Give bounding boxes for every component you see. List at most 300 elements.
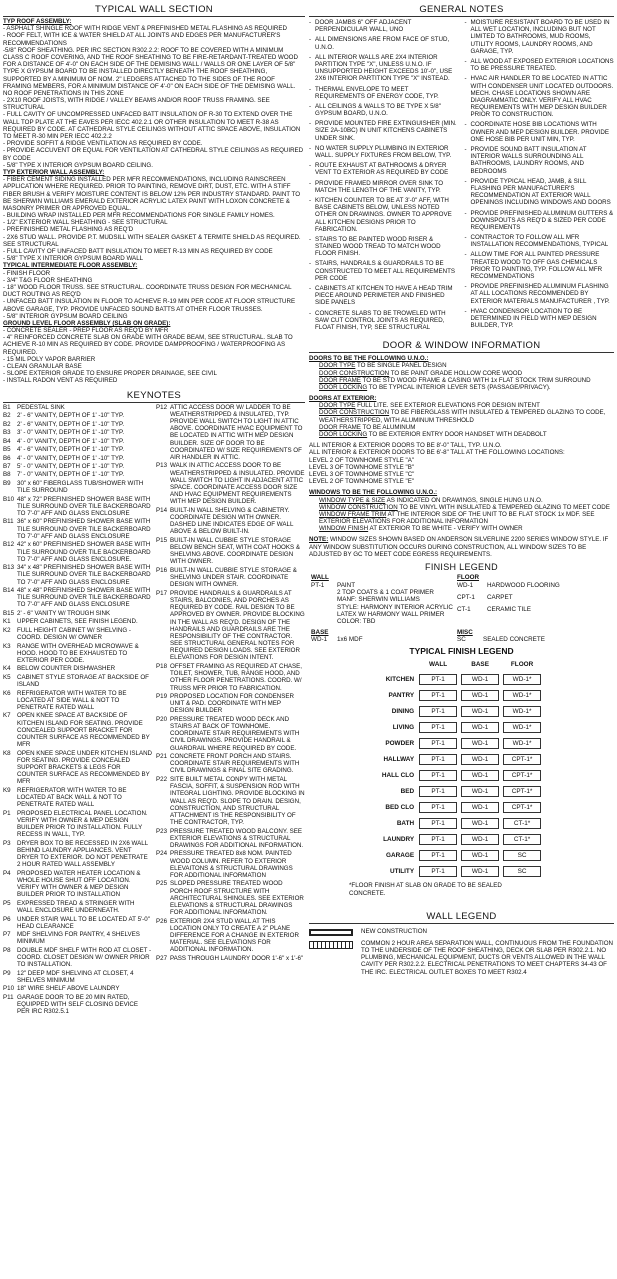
- keynote-text: FULL HEIGHT CABINET W/ SHELVING - COORD. DESIGN W/ OWNER: [17, 626, 131, 642]
- keynote-item: [156, 828, 305, 850]
- general-note-item: [309, 180, 459, 194]
- keynote-item: [3, 840, 152, 869]
- general-notes-column-2: [465, 19, 615, 334]
- keynote-code: P1: [3, 809, 11, 817]
- typical-finish-legend-table: [380, 658, 543, 879]
- finish-cell-wall: [417, 671, 459, 687]
- keynote-item: [3, 750, 152, 786]
- finish-cell-wall: [417, 735, 459, 751]
- finish-legend-title: FINISH LEGEND: [425, 562, 498, 573]
- interior-door-spec: [319, 362, 614, 369]
- finish-cell-base: [459, 799, 501, 815]
- keynote-item: [156, 880, 305, 916]
- window-spec-text: AT THE INTERIOR SIDE OF THE UNIT TO BE FLAT STOCK 1x MDF. SEE EXTERIOR ELEVATIONS FOR ADDITIONAL INFORMATION: [319, 510, 595, 526]
- keynote-item: [156, 716, 305, 752]
- wall-section-note: - FINISH FLOOR: [3, 269, 51, 277]
- finish-cell-base: [459, 687, 501, 703]
- keynote-item: [3, 610, 152, 617]
- keynote-code: P17: [156, 589, 168, 597]
- keynote-item: [3, 587, 152, 609]
- room-name: HALL CLO: [381, 771, 415, 779]
- keynote-code: B14: [3, 587, 15, 595]
- wall-section-group-heading: TYPICAL INTERMEDIATE FLOOR ASSEMBLY:: [3, 262, 138, 270]
- exterior-doors-heading: DOORS AT EXTERIOR:: [309, 395, 377, 403]
- finish-base-name: 1x6 MDF: [337, 635, 363, 643]
- keynote-item: [3, 564, 152, 586]
- room-name: BED: [400, 787, 415, 795]
- finish-floor-code: CPT-1: [457, 594, 475, 602]
- finish-code: WD-1*: [503, 738, 541, 749]
- interior-door-spec-term: DOOR FRAME: [319, 376, 361, 384]
- keynote-text: WALK IN ATTIC ACCESS DOOR TO BE WEATHERSTRIPPED & INSULATED. PROVIDE WALL SWITCH TO LIGHT IN ADJACENT ATTIC SPACE. COORDINATE ACCESS DOOR SIZE AND HVAC EQUIPMENT REQUIREMENTS WITH MEP DESIGN BUILDER.: [170, 462, 305, 506]
- keynote-item: [156, 753, 305, 775]
- wall-section-note: - 18" WOOD FLOOR TRUSS. SEE STRUCTURAL. COORDINATE TRUSS DESIGN FOR MECHANICAL DUCT ROUTING AS REQ'D: [3, 283, 292, 299]
- bullet-dash: -: [464, 121, 467, 129]
- general-note-item: [309, 197, 459, 233]
- finish-cell-floor: [501, 815, 543, 831]
- general-note-item: [309, 19, 459, 33]
- finish-code: PT-1: [419, 770, 457, 781]
- bullet-dash: -: [464, 307, 467, 315]
- general-note-item: [465, 146, 615, 175]
- keynote-item: [3, 916, 152, 930]
- window-spec-text: TO BE VINYL WITH INSULATED & TEMPERED GLAZING TO MEET CODE: [397, 503, 610, 511]
- finish-code: PT-1: [419, 786, 457, 797]
- finish-code: PT-1: [419, 690, 457, 701]
- typical-finish-header: BASE: [471, 661, 489, 668]
- keynote-item: [156, 693, 305, 715]
- keynote-code: P3: [3, 839, 11, 847]
- interior-door-spec-term: DOOR CONSTRUCTION: [319, 369, 390, 377]
- room-name: BED CLO: [385, 803, 415, 811]
- finish-code: SC: [503, 866, 541, 877]
- finish-floor-name: HARDWOOD FLOORING: [487, 581, 560, 589]
- windows-list: [309, 497, 614, 533]
- wall-section-group-heading: TYP ROOF ASSEMBLY:: [3, 18, 72, 26]
- keynote-item: [3, 429, 152, 436]
- separation-wall-symbol: [309, 941, 353, 949]
- keynote-text: 42" x 60" PREFINISHED SHOWER BASE WITH TILE SURROUND OVER TILE BACKERBOARD TO 7'-0" AFF AND GLASS ENCLOSURE.: [17, 541, 151, 563]
- finish-cell-base: [459, 783, 501, 799]
- typical-finish-row: [380, 815, 543, 831]
- general-note-text: STAIRS TO BE PAINTED WOOD RISER & STAINED WOOD TREAD TO MATCH WOOD FLOOR FINISH.: [315, 235, 441, 258]
- door-height-note: ALL INTERIOR & EXTERIOR DOORS TO BE 8'-0" TALL, TYP. U.N.O.: [309, 442, 502, 450]
- wall-legend-separation-wall: [309, 940, 614, 976]
- keynote-text: 12" DEEP MDF SHELVING AT CLOSET, 4 SHELVES MINIMUM: [17, 969, 134, 984]
- finish-cell-wall: [417, 863, 459, 879]
- finish-wall-heading: WALL: [311, 574, 329, 582]
- bullet-dash: -: [464, 75, 467, 83]
- keynote-text: 2' - 6" VANITY, DEPTH OF 1' -10" TYP.: [17, 420, 125, 428]
- keynote-text: EXPRESSED TREAD & STRINGER WITH WALL ENCLOSURE UNDERNEATH.: [17, 899, 135, 915]
- typical-finish-legend-title: TYPICAL FINISH LEGEND: [409, 646, 514, 657]
- door-window-title: DOOR & WINDOW INFORMATION: [309, 340, 614, 353]
- finish-code: CPT-1*: [503, 802, 541, 813]
- exterior-door-spec: [319, 424, 614, 431]
- wall-section-note: - FULL CAVITY OF UNFACED BATT INSULATION TO MEET R-13 MIN AS REQUIRED BY CODE: [3, 248, 273, 256]
- bullet-dash: -: [464, 57, 467, 65]
- finish-cell-base: [459, 719, 501, 735]
- general-note-text: PROVIDE MOUNTED FIRE EXTINGUISHER (MIN. SIZE 2A-10BC) IN UNIT KITCHENS CABINETS UNDER SINK.: [315, 120, 457, 142]
- bullet-dash: -: [464, 146, 467, 154]
- keynote-text: ATTIC ACCESS DOOR W/ LADDER TO BE WEATHERSTRIPPED & INSULATED, TYP. PROVIDE WALL SWITCH TO LIGHT IN ATTIC ABOVE. COORDINATE HVAC EQUIPMENT TO BE LOCATED IN ATTIC WITH MEP DESIGN BUILDER. SIZE OF DOOR TO BE COORDINATED W/ SIZE REQUIREMENTS OF AIR HANDLER IN ATTIC.: [170, 403, 303, 461]
- keynote-text: OFFSET FRAMING AS REQUIRED AT CHASE, TOILET, SHOWER, TUB, RANGE HOOD, AND OTHER FLOOR PENETRATIONS. COORD. W/ TRUSS MFR PRIOR TO FABRICATION.: [170, 662, 303, 692]
- exterior-door-spec-term: DOOR LOCKING: [319, 431, 368, 439]
- finish-code: PT-1: [419, 722, 457, 733]
- window-spec-text: AT EXTERIOR TO BE WHITE - VERIFY WITH OWNER: [368, 525, 523, 533]
- keynote-item: [156, 918, 305, 954]
- keynote-code: P4: [3, 869, 11, 877]
- finish-cell-wall: [417, 703, 459, 719]
- keynote-text: OPEN KNEE SPACE AT BACKSIDE OF KITCHEN ISLAND FOR SEATING. PROVIDE CONCEALED SUPPORT BRACKET FOR COUNTER SURFACE AS RECOMMENDED BY MFR: [17, 712, 150, 749]
- keynote-code: P13: [156, 462, 168, 470]
- general-note-text: HVAC AIR HANDLER TO BE LOCATED IN ATTIC WITH CONDENSER UNIT LOCATED OUTDOORS. MECH. CHASE LOCATIONS SHOWN ARE DIAGRAMMATIC ONLY. VERIFY ALL HVAC REQUIREMENTS WITH MEP DESIGN BUILDER PRIOR TO CONSTRUCTION.: [470, 75, 614, 119]
- left-column: [3, 4, 305, 1274]
- finish-floor-row: [455, 606, 562, 618]
- keynote-item: [3, 541, 152, 563]
- finish-code: PT-1: [419, 818, 457, 829]
- general-note-item: [309, 54, 459, 83]
- keynote-text: REFRIGERATOR WITH WATER TO BE LOCATED AT SIDE WALL & NOT TO PENETRATE RATED WALL: [17, 689, 127, 711]
- general-note-text: DOOR JAMBS 6" OFF ADJACENT PERPENDICULAR WALL, UNO: [315, 19, 412, 34]
- wall-section-note: - PROVIDE ACCUVENT OR EQUAL FOR VENTILATION AT CATHEDRAL STYLE CEILINGS AS REQUIRED BY CODE: [3, 147, 304, 162]
- keynote-text: UPPER CABINETS, SEE FINISH LEGEND.: [17, 618, 138, 626]
- general-note-text: PROVIDE TYPICAL HEAD, JAMB, & SILL FLASHING PER MANUFACTURER'S RECOMMENDATION AT EXTERIOR WALL OPENINGS INCLUDING WINDOWS AND DOORS: [470, 177, 611, 207]
- keynote-item: [3, 810, 152, 839]
- keynote-item: [156, 462, 305, 505]
- finish-code: WD-1: [461, 770, 499, 781]
- keynote-code: P12: [156, 403, 168, 411]
- keynote-code: B2: [3, 420, 11, 428]
- typical-finish-row: [380, 687, 543, 703]
- general-note-item: [465, 283, 615, 305]
- keynote-item: [156, 850, 305, 879]
- general-notes-column-1: [309, 19, 459, 334]
- door-heights-block: [309, 442, 614, 485]
- keynote-item: [156, 507, 305, 536]
- door-height-note: LEVEL 3 OF TOWNHOME STYLE "C": [309, 470, 415, 478]
- keynote-text: 30" x 60" FIBERGLASS TUB/SHOWER WITH TILE SURROUND: [17, 479, 144, 495]
- bullet-dash: -: [309, 85, 312, 93]
- general-note-item: [465, 210, 615, 232]
- keynote-item: [3, 985, 152, 992]
- general-note-text: ALL CEILINGS & WALLS TO BE TYPE X 5/8" GYPSUM BOARD, U.N.O.: [315, 102, 441, 118]
- bullet-dash: -: [309, 36, 312, 44]
- finish-code: SC: [503, 850, 541, 861]
- keynote-item: [3, 970, 152, 984]
- general-note-text: THERMAL ENVELOPE TO MEET REQUIREMENTS OF ENERGY CODE, TYP.: [315, 85, 439, 100]
- general-note-item: [309, 236, 459, 258]
- interior-door-spec: [319, 370, 614, 377]
- interior-door-spec-text: TO BE SINGLE PANEL DESIGN: [355, 362, 447, 370]
- keynote-text: PASS THROUGH LAUNDRY DOOR 1'-6" x 1'-6": [170, 954, 304, 962]
- keynote-item: [3, 421, 152, 428]
- interior-doors-block: [309, 355, 614, 391]
- room-name: PANTRY: [388, 691, 415, 699]
- finish-code: WD-1: [461, 690, 499, 701]
- finish-code: CPT-1*: [503, 770, 541, 781]
- window-spec-term: WINDOW TYPE & SIZE: [319, 496, 386, 504]
- windows-heading: WINDOWS TO BE THE FOLLOWING U.N.O.:: [309, 489, 438, 497]
- wall-section-note: - CLEAN GRANULAR BASE: [3, 363, 82, 371]
- wall-section-note: - 1/2" EXTERIOR WALL SHEATHING - SEE STRUCTURAL: [3, 219, 168, 227]
- keynote-code: P18: [156, 662, 168, 670]
- bullet-dash: -: [309, 102, 312, 110]
- keynote-item: [3, 931, 152, 945]
- exterior-door-spec: [319, 402, 614, 409]
- keynote-item: [3, 787, 152, 809]
- keynotes-column-2: [156, 404, 305, 1017]
- general-note-text: PROVIDE PREFINISHED ALUMINUM GUTTERS & DOWNSPOUTS AS REQ'D & SIZED PER CODE REQUIREMENTS: [470, 209, 614, 231]
- room-name: POWDER: [385, 739, 415, 747]
- general-note-text: ALL INTERIOR WALLS ARE 2X4 INTERIOR PARTITION TYPE "X", UNLESS U.N.O. IF UNSUPPORTED HEIGHT EXCEEDS 10'-0", USE 2X6 INTERIOR PARTITION TYPE "X" INSTEAD.: [315, 53, 453, 83]
- wall-legend: [309, 911, 614, 976]
- window-spec: [319, 525, 614, 532]
- bullet-dash: -: [464, 177, 467, 185]
- finish-code: PT-1: [419, 738, 457, 749]
- keynote-code: K3: [3, 642, 11, 650]
- finish-floor-row: [455, 594, 562, 606]
- keynote-item: [3, 665, 152, 672]
- interior-doors-heading: DOORS TO BE THE FOLLOWING U.N.O.:: [309, 355, 429, 363]
- typical-finish-row: [380, 783, 543, 799]
- keynote-item: [156, 537, 305, 566]
- keynote-text: DRYER BOX TO BE RECESSED IN 2X6 WALL BEHIND LAUNDRY APPLIANCES. VENT DRYER TO EXTERIOR. DO NOT PENETRATE 2 HOUR RATED WALL ASSEMBLY: [17, 839, 148, 869]
- typical-finish-corner: [380, 658, 417, 671]
- typical-finish-row: [380, 767, 543, 783]
- finish-cell-floor: [501, 687, 543, 703]
- door-height-note: LEVEL 2 OF TOWNHOME STYLE "A": [309, 456, 415, 464]
- keynote-text: DOUBLE MDF SHELF WITH ROD AT CLOSET - COORD. CLOSET DESIGN W/ OWNER PRIOR TO INSTALLATION.: [17, 946, 152, 969]
- exterior-door-spec: [319, 431, 614, 438]
- keynote-item: [3, 404, 152, 411]
- keynote-code: P24: [156, 850, 168, 858]
- finish-code: WD-1: [461, 738, 499, 749]
- wall-section-note: - BUILDING WRAP INSTALLED PER MFR RECOMMENDATIONS FOR SINGLE FAMILY HOMES.: [3, 212, 275, 220]
- typical-finish-row: [380, 799, 543, 815]
- general-note-item: [309, 310, 459, 332]
- finish-cell-base: [459, 815, 501, 831]
- typical-wall-section-body: [3, 18, 305, 385]
- wall-section-note: - ROOF FELT, WITH ICE & WATER SHIELD AT ALL JOINTS AND EDGES PER MANUFACTURER'S RECOMMENDATIONS: [3, 32, 281, 47]
- finish-code: PT-1: [419, 834, 457, 845]
- keynote-text: 3' - 0" VANITY, DEPTH OF 1' -10" TYP.: [17, 429, 125, 437]
- wall-section-note: - 3/4" T&G FLOOR SHEATHING: [3, 276, 93, 284]
- exterior-doors-block: [309, 395, 614, 438]
- window-spec-term: WINDOW FINISH: [319, 525, 369, 533]
- finish-cell-wall: [417, 687, 459, 703]
- keynote-code: P11: [3, 993, 14, 1001]
- window-spec-term: WINDOW CONSTRUCTION: [319, 503, 398, 511]
- keynote-text: 4' - 0" VANITY, DEPTH OF 1' -10" TYP.: [17, 437, 125, 445]
- finish-floor-name: CARPET: [487, 594, 513, 602]
- general-note-text: CABINETS AT KITCHEN TO HAVE A HEAD TRIM PIECE AROUND PERIMETER AND FINISHED SIDE PANELS: [315, 285, 453, 307]
- keynote-item: [156, 404, 305, 462]
- keynote-code: P22: [156, 775, 168, 783]
- finish-code: WD-1: [461, 786, 499, 797]
- right-column: [309, 4, 614, 1274]
- finish-floor-table: [455, 582, 562, 619]
- general-note-text: ROUTE EXHAUST AT BATHROOMS & DRYER VENT TO EXTERIOR AS REQUIRED BY CODE: [315, 162, 449, 177]
- wall-section-note: - ASPHALT SHINGLE ROOF WITH RIDGE VENT & PREFINISHED METAL FLASHING AS REQUIRED: [3, 25, 287, 33]
- keynote-code: B12: [3, 541, 15, 549]
- keynote-code: P5: [3, 899, 11, 907]
- new-construction-wall-symbol: [309, 929, 353, 936]
- finish-misc-name: SEALED CONCRETE: [483, 635, 545, 643]
- window-spec: [319, 511, 614, 525]
- general-note-text: MOISTURE RESISTANT BOARD TO BE USED IN ALL WET LOCATION, INCLUDING BUT NOT LIMITED TO BATHROOMS, MUD ROOMS, UTILITY ROOMS, LAUNDRY ROOMS, AND GARAGE, TYP.: [470, 19, 610, 55]
- bullet-dash: -: [464, 283, 467, 291]
- typical-finish-row: [380, 735, 543, 751]
- typical-finish-footnote: *FLOOR FINISH AT SLAB ON GRADE TO BE SEALED CONCRETE.: [349, 882, 502, 897]
- window-spec-text: AS INDICATED ON DRAWINGS, SINGLE HUNG U.N.O.: [385, 496, 543, 504]
- wall-section-note: - 5/8" TYPE X INTERIOR GYPSUM BOARD WALL: [3, 255, 144, 263]
- exterior-door-spec-term: DOOR TYPE: [319, 402, 356, 410]
- room-name: UTILITY: [389, 867, 415, 875]
- keynote-text: 5' - 0" VANITY, DEPTH OF 1' -10" TYP.: [17, 462, 125, 470]
- general-note-item: [465, 75, 615, 118]
- finish-code: PT-1: [419, 706, 457, 717]
- finish-code: CT-1*: [503, 834, 541, 845]
- finish-cell-wall: [417, 831, 459, 847]
- keynote-text: BUILT-IN WALL SHELVING & CABINETRY. COORDINATE DESIGN WITH OWNER. DASHED LINE INDICATES EDGE OF WALL ABOVE & BELOW BUILT-IN.: [170, 506, 294, 536]
- keynote-code: P27: [156, 954, 168, 962]
- room-name: LIVING: [392, 723, 415, 731]
- keynote-item: [3, 690, 152, 712]
- general-note-text: HVAC CONDENSOR LOCATION TO BE DETERMINED IN FIELD WITH MEP DESIGN BUILDER, TYP.: [470, 307, 597, 330]
- finish-code: WD-1: [461, 818, 499, 829]
- wall-section-note: - PROVIDE SOFFIT & RIDGE VENTILATION AS REQUIRED BY CODE.: [3, 140, 203, 148]
- finish-cell-floor: [501, 863, 543, 879]
- keynote-code: P21: [156, 753, 168, 761]
- finish-cell-wall: [417, 719, 459, 735]
- keynote-code: P7: [3, 931, 11, 939]
- wall-section-note: - 5/8" TYPE X INTERIOR GYPSUM BOARD CEILING.: [3, 161, 153, 169]
- keynote-text: 4' - 6" VANITY, DEPTH OF 1' -10" TYP.: [17, 446, 125, 454]
- room-name: DINING: [391, 707, 415, 715]
- window-note-text: WINDOW SIZES SHOWN BASED ON ANDERSON SILVERLINE 2200 SERIES WINDOW STYLE. IF ANY WINDOW SUBSTITUTION OCCURS DURING CONSTRUCTION, ALL WINDOW SIZES TO BE ADJUSTED BY GC TO MEET CODE EGRESS REQUIREMENTS.: [309, 536, 609, 558]
- keynote-code: B5: [3, 446, 11, 454]
- keynote-item: [3, 994, 152, 1016]
- keynote-item: [156, 567, 305, 589]
- finish-cell-floor: [501, 783, 543, 799]
- finish-code: PT-1: [419, 850, 457, 861]
- wall-section-group-heading: GROUND LEVEL FLOOR ASSEMBLY (SLAB ON GRADE):: [3, 319, 171, 327]
- finish-code: WD-1: [461, 706, 499, 717]
- bullet-dash: -: [309, 120, 312, 128]
- keynote-text: UNDER STAIR WALL TO BE LOCATED AT 5'-0" HEAD CLEARANCE: [17, 915, 150, 930]
- general-note-text: STAIRS, HANDRAILS & GUARDRAILS TO BE CONSTRUCTED TO MEET ALL REQUIREMENTS PER CODE: [315, 260, 456, 282]
- keynote-code: P6: [3, 915, 11, 923]
- general-note-item: [309, 36, 459, 50]
- finish-code: WD-1: [461, 834, 499, 845]
- keynote-item: [156, 590, 305, 662]
- finish-cell-base: [459, 703, 501, 719]
- finish-cell-base: [459, 863, 501, 879]
- keynote-code: K7: [3, 712, 11, 720]
- finish-code: CPT-1*: [503, 754, 541, 765]
- finish-floor-list: [455, 582, 614, 626]
- wall-section-note: - 5/8" INTERIOR GYPSUM BOARD CEILING: [3, 312, 128, 320]
- keynote-text: 36" x 60" PREFINISHED SHOWER BASE WITH TILE SURROUND OVER TILE BACKERBOARD TO 7'-0" AFF AND GLASS ENCLOSURE: [17, 518, 151, 540]
- general-note-item: [465, 251, 615, 280]
- door-height-note: LEVEL 3 OF TOWNHOME STYLE "B": [309, 463, 415, 471]
- finish-cell-wall: [417, 751, 459, 767]
- finish-floor-heading: FLOOR: [457, 574, 480, 582]
- keynote-item: [156, 955, 305, 962]
- window-spec-term: WINDOW FRAME TRIM: [319, 510, 387, 518]
- keynote-code: P10: [3, 985, 15, 993]
- interior-door-spec-text: TO BE STD WOOD FRAME & CASING WITH 1x FLAT STOCK TRIM SURROUND: [360, 376, 591, 384]
- finish-cell-base: [459, 751, 501, 767]
- windows-block: [309, 489, 614, 532]
- finish-cell-wall: [417, 799, 459, 815]
- general-note-text: KITCHEN COUNTER TO BE AT 3'-0" AFF, WITH BASE CABINETS BELOW, UNLESS NOTED OTHER ON DRAWINGS. OWNER TO APPROVE ALL KITCHEN DESIGNS PRIOR TO FABRICATION.: [315, 196, 452, 233]
- general-note-text: NO WATER SUPPLY PLUMBING IN EXTERIOR WALL. SUPPLY FIXTURES FROM BELOW, TYP.: [315, 144, 452, 160]
- bullet-dash: -: [309, 144, 312, 152]
- typical-finish-row: [380, 831, 543, 847]
- keynote-text: 7' - 0" VANITY, DEPTH OF 1' -10" TYP.: [17, 471, 125, 479]
- finish-cell-floor: [501, 671, 543, 687]
- room-name: HALLWAY: [383, 755, 415, 763]
- finish-cell-floor: [501, 703, 543, 719]
- finish-wall-code: PT-1: [311, 581, 325, 589]
- keynote-text: BELOW COUNTER DISHWASHER: [17, 665, 116, 673]
- general-note-item: [309, 120, 459, 142]
- finish-cell-base: [459, 671, 501, 687]
- keynote-text: GARAGE DOOR TO BE 20 MIN RATED, EQUIPPED WITH SELF CLOSING DEVICE PER IRC R302.5.1: [17, 993, 139, 1016]
- finish-cell-floor: [501, 751, 543, 767]
- general-note-item: [465, 178, 615, 207]
- exterior-doors-list: [309, 402, 614, 438]
- keynote-text: PRESSURE TREATED WOOD BALCONY. SEE EXTERIOR ELEVATIONS & STRUCTURAL DRAWINGS FOR ADDITIONAL INFORMATION.: [170, 827, 304, 849]
- bullet-dash: -: [309, 196, 312, 204]
- general-note-item: [309, 260, 459, 282]
- finish-cell-wall: [417, 767, 459, 783]
- door-window-body: [309, 355, 614, 558]
- keynote-item: [3, 643, 152, 665]
- general-note-text: ALLOW TIME FOR ALL PAINTED PRESSURE TREATED WOOD TO OFF GAS CHEMICALS PRIOR TO PAINTING, TYP. FOLLOW ALL MFR RECOMMENDATIONS: [470, 251, 603, 281]
- bullet-dash: -: [464, 209, 467, 217]
- finish-cell-base: [459, 831, 501, 847]
- wall-legend-title: WALL LEGEND: [309, 911, 614, 924]
- keynote-item: [3, 496, 152, 518]
- keynote-code: B7: [3, 462, 11, 470]
- keynote-text: BUILT-IN WALL CUBBIE STYLE STORAGE & SHELVING UNDER STAIR. COORDINATE DESIGN WITH OWNER.: [170, 566, 297, 589]
- keynote-code: B3: [3, 429, 11, 437]
- keynote-text: PRESSURE TREATED WOOD DECK AND STAIRS AT BACK OF TOWNHOME. COORDINATE STAIR REQUIREMENTS WITH CIVIL DRAWINGS. PROVIDE HANDRAIL & GUARDRAIL WHERE REQUIRED BY CODE.: [170, 715, 300, 752]
- finish-code: WD-1: [461, 754, 499, 765]
- keynote-text: RANGE WITH OVERHEAD MICROWAVE & HOOD. HOOD TO BE EXHAUSTED TO EXTERIOR PER CODE.: [17, 642, 139, 664]
- keynotes-title: KEYNOTES: [3, 390, 305, 403]
- wall-section-note: - PREFINISHED METAL FLASHING AS REQ'D: [3, 226, 134, 234]
- finish-code: PT-1: [419, 866, 457, 877]
- finish-cell-floor: [501, 735, 543, 751]
- wall-section-note: - INSTALL RADON VENT AS REQUIRED: [3, 377, 118, 385]
- window-note-label: NOTE:: [309, 536, 329, 544]
- finish-cell-floor: [501, 847, 543, 863]
- general-note-text: CONCRETE SLABS TO BE TROWELED WITH SAW CUT CONTROL JOINTS AS REQUIRED, FLOAT FINISH, TYP, SEE STRUCTURAL: [315, 309, 446, 331]
- bullet-dash: -: [309, 162, 312, 170]
- keynote-item: [3, 438, 152, 445]
- finish-floor-name: CERAMIC TILE: [487, 606, 531, 614]
- general-note-text: PROVIDE SOUND BATT INSULATION AT INTERIOR WALLS SURROUNDING ALL BATHROOMS, LAUNDRY ROOMS, AND BEDROOMS: [470, 146, 587, 175]
- interior-doors-list: [309, 362, 614, 391]
- window-note: [309, 536, 614, 558]
- room-name: KITCHEN: [385, 675, 415, 683]
- general-note-text: COORDINATE HOSE BIB LOCATIONS WITH OWNER AND MEP DESIGN BUILDER. PROVIDE ONE HOSE BIB PER UNIT MIN, TYP.: [470, 121, 609, 143]
- general-note-item: [309, 86, 459, 100]
